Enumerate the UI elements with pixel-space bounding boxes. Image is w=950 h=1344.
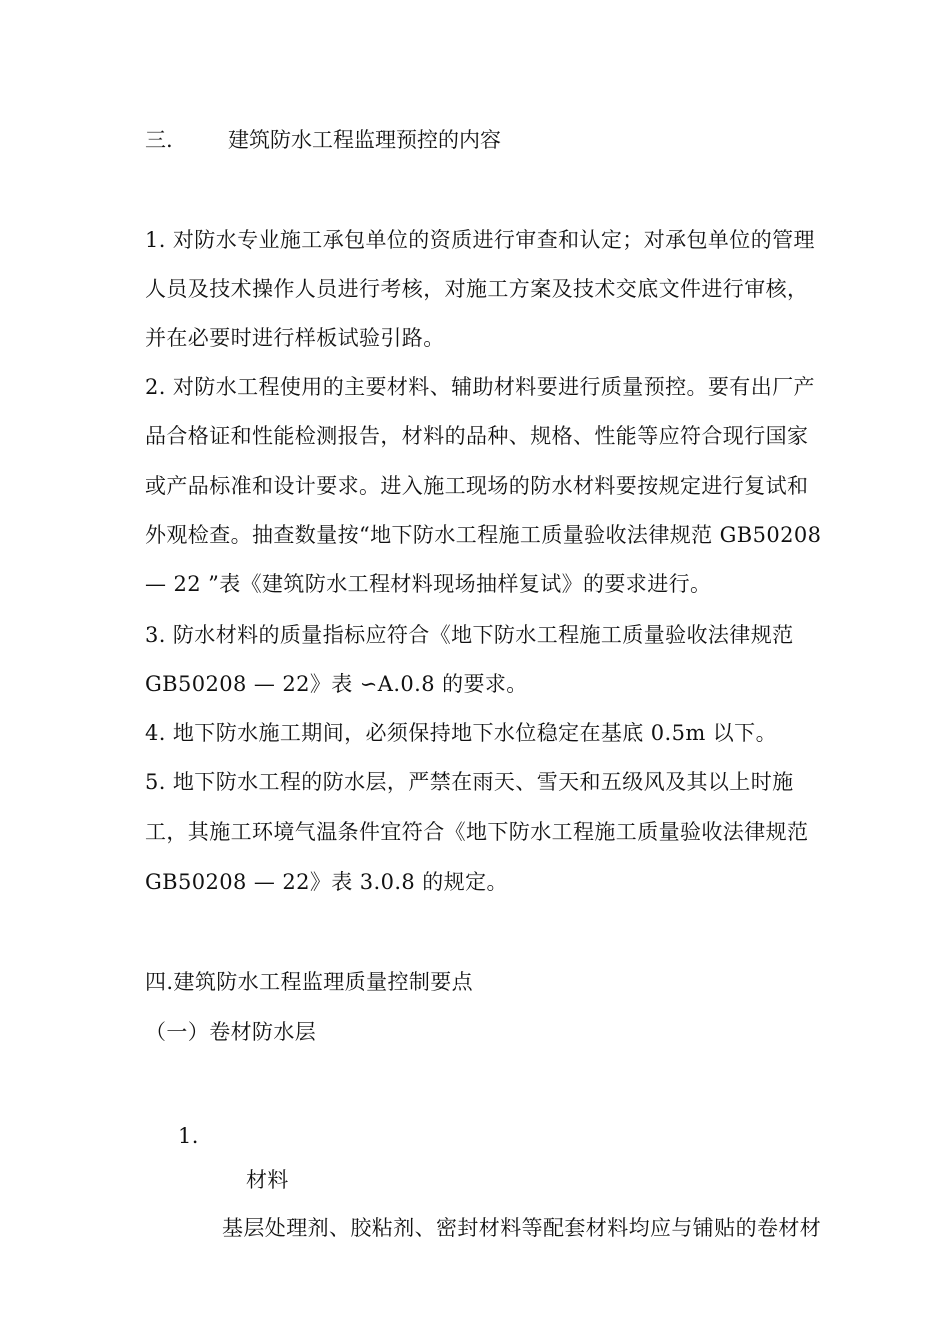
paragraph-line: — 22 ”表《建筑防水工程材料现场抽样复试》的要求进行。 bbox=[145, 572, 712, 596]
subsection-title: （一）卷材防水层 bbox=[145, 1020, 317, 1044]
paragraph-line: 4. 地下防水施工期间，必须保持地下水位稳定在基底 0.5m 以下。 bbox=[145, 721, 777, 745]
paragraph-line: 工，其施工环境气温条件宜符合《地下防水工程施工质量验收法律规范 bbox=[145, 820, 809, 844]
item-text: 基层处理剂、胶粘剂、密封材料等配套材料均应与铺贴的卷材材 bbox=[222, 1216, 822, 1240]
item-number: 1. bbox=[178, 1124, 199, 1148]
paragraph-line: GB50208 — 22》表 ∽A.0.8 的要求。 bbox=[145, 672, 528, 696]
paragraph-line: 或产品标准和设计要求。进入施工现场的防水材料要按规定进行复试和 bbox=[145, 474, 809, 498]
section-3-number: 三. bbox=[145, 128, 173, 152]
section-3-title: 建筑防水工程监理预控的内容 bbox=[228, 128, 501, 152]
paragraph-line: 2. 对防水工程使用的主要材料、辅助材料要进行质量预控。要有出厂产 bbox=[145, 375, 815, 399]
paragraph-line: 人员及技术操作人员进行考核，对施工方案及技术交底文件进行审核， bbox=[145, 277, 809, 301]
paragraph-line: 并在必要时进行样板试验引路。 bbox=[145, 326, 445, 350]
section-4-title: 四.建筑防水工程监理质量控制要点 bbox=[145, 970, 474, 994]
paragraph-line: GB50208 — 22》表 3.0.8 的规定。 bbox=[145, 870, 508, 894]
paragraph-line: 1. 对防水专业施工承包单位的资质进行审查和认定；对承包单位的管理 bbox=[145, 228, 815, 252]
paragraph-line: 5. 地下防水工程的防水层，严禁在雨天、雪天和五级风及其以上时施 bbox=[145, 770, 794, 794]
paragraph-line: 外观检查。抽查数量按“地下防水工程施工质量验收法律规范 GB50208 bbox=[145, 523, 822, 547]
item-title: 材料 bbox=[246, 1168, 289, 1192]
paragraph-line: 品合格证和性能检测报告，材料的品种、规格、性能等应符合现行国家 bbox=[145, 424, 809, 448]
paragraph-line: 3. 防水材料的质量指标应符合《地下防水工程施工质量验收法律规范 bbox=[145, 623, 794, 647]
